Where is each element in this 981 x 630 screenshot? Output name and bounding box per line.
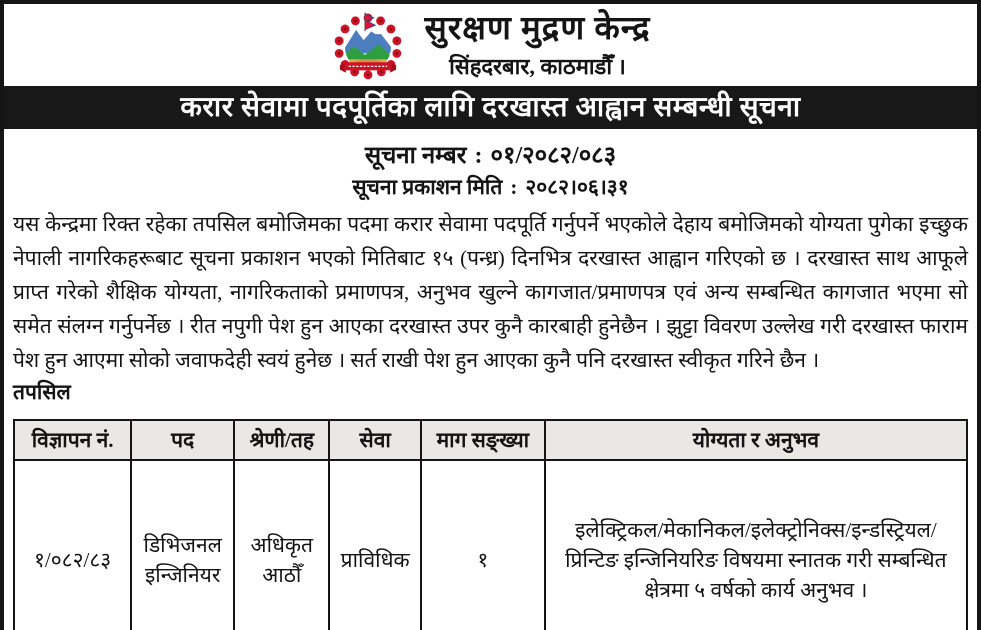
colon-separator: : bbox=[510, 175, 518, 199]
notice-body-paragraph: यस केन्द्रमा रिक्त रहेका तपसिल बमोजिमका पदमा करार सेवामा पदपूर्ति गर्नुपर्ने भएकोले देहाय बमोजिमको योग्यता पुगेका इच्छुक नेपाली नागरिकहरूबाट सूचना प्रकाशन भएको मितिबाट १५ (पन्ध्र) दिनभित्र दरखास्त आह्वान गरिएको छ । दरखास्त साथ आफूले प्राप्त गरेको शैक्षिक योग्यता, नागरिकताको प्रमाणपत्र, अनुभव खुल्ने कागजात/प्रमाणपत्र एवं अन्य सम्बन्धित कागजात भएमा सो समेत संलग्न गर्नुपर्नेछ । रीत नपुगी पेश हुन आएका दरखास्त उपर कुनै कारबाही हुनेछैन । झुट्टा विवरण उल्लेख गरी दरखास्त फाराम पेश हुन आएमा सोको जवाफदेही स्वयं हुनेछ । सर्त राखी पेश हुन आएका कुनै पनि दरखास्त स्वीकृत गरिने छैन । bbox=[13, 212, 968, 372]
nepal-emblem-icon bbox=[330, 9, 406, 83]
notice-number-line bbox=[4, 138, 977, 171]
col-header-vacancy-count: माग सङ्ख्या bbox=[421, 420, 545, 460]
cell-grade: अधिकृत आठौँ bbox=[234, 460, 329, 630]
col-header-qualification: योग्यता र अनुभव bbox=[545, 420, 967, 460]
org-title-block bbox=[424, 11, 650, 82]
org-address: सिंहदरबार, काठमाडौँ । bbox=[449, 54, 626, 80]
col-header-service: सेवा bbox=[329, 420, 420, 460]
cell-ad-no: १/०८२/८३ bbox=[14, 460, 131, 630]
org-name: सुरक्षण मुद्रण केन्द्र bbox=[424, 10, 651, 47]
col-header-post: पद bbox=[131, 420, 234, 460]
publish-date-line bbox=[4, 173, 977, 201]
notice-title: करार सेवामा पदपूर्तिका लागि दरखास्त आह्वान सम्बन्धी सूचना bbox=[180, 92, 801, 123]
publish-date-value: २०८२।०६।३१ bbox=[525, 175, 629, 199]
document-header bbox=[4, 4, 977, 86]
colon-separator: : bbox=[474, 143, 483, 169]
notice-number-label: सूचना नम्बर bbox=[364, 143, 467, 169]
col-header-grade: श्रेणी/तह bbox=[234, 420, 329, 460]
notice-meta bbox=[4, 138, 977, 201]
table-row bbox=[14, 460, 967, 630]
notice-title-bar bbox=[4, 86, 977, 129]
tapasil-label: तपसिल bbox=[13, 380, 71, 404]
table-header-row bbox=[14, 420, 967, 460]
cell-post: डिभिजनल इन्जिनियर bbox=[131, 460, 234, 630]
notice-number-value: ०१/२०८२/०८३ bbox=[490, 143, 617, 169]
cell-vacancy-count: १ bbox=[421, 460, 545, 630]
publish-date-label: सूचना प्रकाशन मिति bbox=[352, 175, 503, 199]
cell-service: प्राविधिक bbox=[329, 460, 420, 630]
col-header-ad-no: विज्ञापन नं. bbox=[14, 420, 131, 460]
cell-qualification: इलेक्ट्रिकल/मेकानिकल/इलेक्ट्रोनिक्स/इन्डस्ट्रियल/प्रिन्टिङ इन्जिनियरिङ विषयमा स्नातक गरी सम्बन्धित क्षेत्रमा ५ वर्षको कार्य अनुभव । bbox=[545, 460, 967, 630]
vacancy-table bbox=[13, 419, 968, 630]
